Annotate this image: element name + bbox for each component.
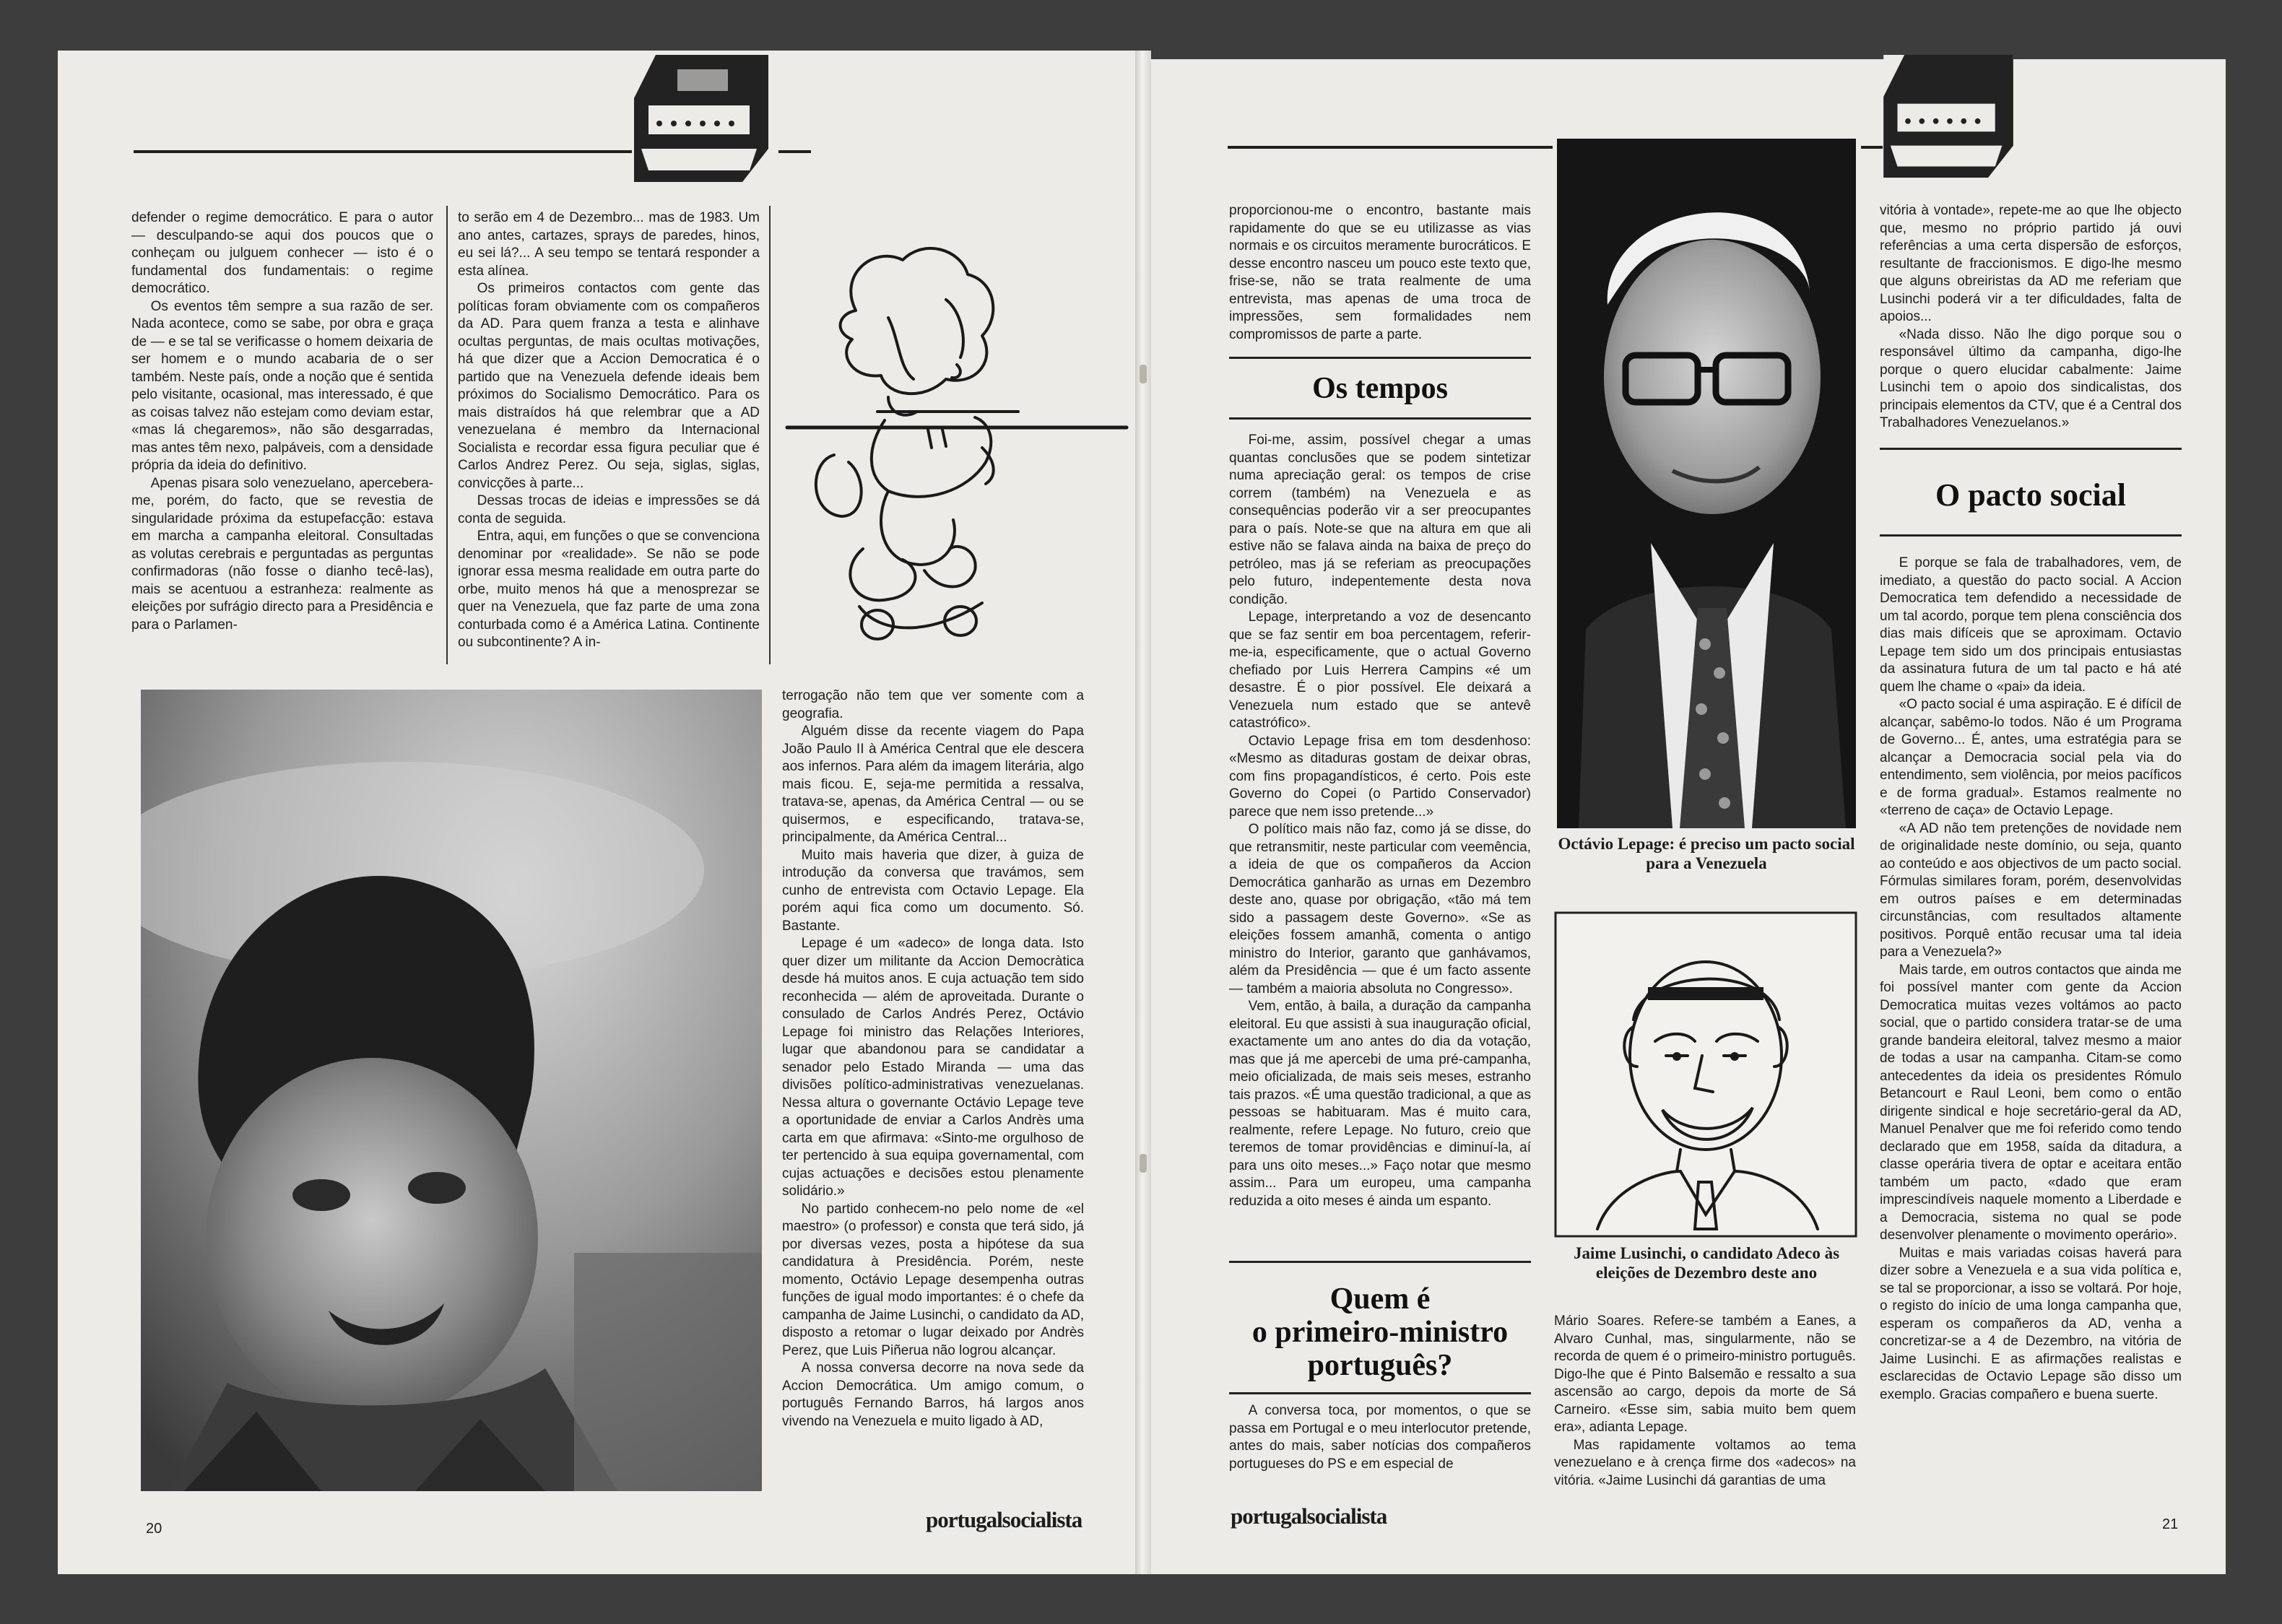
paragraph: defender o regime democrático. E para o autor — desculpando-se aqui dos poucos que o conheçam ou julguem conhecer — isto é o fundamental dos fundamentais: o regime democrático.: [131, 210, 433, 296]
column-separator: [769, 206, 771, 664]
top-rule: [1228, 146, 1553, 149]
paragraph: Mário Soares. Refere-se também a Eanes, a Alvaro Cunhal, mas, singularmente, não se recorda de quem é o primeiro-ministro português. Digo-lhe que é Pinto Balsemão e ressalto a sua ascensão ao cargo, depois da morte de Sá Carneiro. «Esse sim, sabia muito bem quem era», adianta Lepage.: [1554, 1313, 1856, 1435]
article-column-1: [1229, 202, 1531, 344]
paragraph: «Nada disso. Não lhe digo porque sou o responsável último da campanha, digo-lhe porque o quero elucidar cabalmente: Jaime Lusinchi tem o apoio dos sindicalistas, dos principais elementos da CTV, que é a Central dos Trabalhadores Venezuelanos.»: [1880, 326, 2182, 430]
section-heading: Os tempos: [1312, 372, 1448, 405]
spine: [1135, 51, 1151, 1574]
article-column-2b: [1554, 1313, 1856, 1490]
child-drawing-illustration: [780, 231, 1134, 657]
heading-line: Quem é: [1329, 1282, 1431, 1316]
paragraph: Muitas e mais variadas coisas haverá para dizer sobre a Venezuela e a sua vida política e, se tal se proporcionar, a isso se voltará. Por hoje, o registo do início de uma longa campanha que, esperam os compañeros da AD, venha a concretizar-se a 4 de Dezembro, na vitória de Jaime Lusinchi. E as afirmações realistas e esclarecidas de Octavio Lepage são disso um exemplo. Gracias compañero e buena suerte.: [1880, 1245, 2182, 1402]
paragraph: proporcionou-me o encontro, bastante mais rapidamente do que se eu utilizasse as vias normais e os circuitos meramente burocráticos. E desse encontro nasceu um pouco este texto que, frise-se, não se trata realmente de uma entrevista, mas apenas de uma troca de impressões, sem formalidades nem compromissos de parte a parte.: [1229, 203, 1531, 342]
page-number: 20: [146, 1521, 162, 1537]
paragraph: A nossa conversa decorre na nova sede da Accion Democrática. Um amigo comum, o português Fernando Barros, há largos anos vivendo na Venezuela e muito ligado à AD,: [782, 1360, 1084, 1429]
paragraph: Lepage é um «adeco» de longa data. Isto quer dizer um militante da Accion Democràtica desde há muitos anos. E cuja actuação tem sido reconhecida — além de aproveitada. Durante o consulado de Carlos Andrés Perez, Octávio Lepage foi ministro das Relações Interiores, lugar que abandonou para se candidatar a senador pelo Estado Miranda — uma das divisões político-administrativas venezuelanas. Nessa altura o governante Octávio Lepage teve a oportunidade de enviar a Carlos Andrès uma carta em que afirmava: «Sinto-me orgulhoso de ter pertencido à sua equipa governamental, com cujas actuações e decisões estou plenamente solidário.»: [782, 936, 1084, 1199]
photo-caption: Octávio Lepage: é preciso um pacto social para a Venezuela: [1558, 835, 1855, 872]
paragraph: «A AD não tem pretenções de novidade nem de originalidade neste domínio, ou seja, quanto ao conteúdo e aos objectivos de um pacto social. Fórmulas similares foram, porém, desenvolvidas em outros países e em determinadas circunstâncias, com resultados altamente positivos. Porquê então recusar uma tal ideia para a Venezuela?»: [1880, 820, 2182, 960]
paragraph: Alguém disse da recente viagem do Papa João Paulo II à América Central que ele descera aos infernos. Para além da imagem literária, algo mais ficou. E, seja-me permitida a ressalva, tratava-se, apenas, da América Central — ou se quisermos, e especificando, tratava-se, principalmente, da América Central...: [782, 724, 1084, 845]
paragraph: Os eventos têm sempre a sua razão de ser. Nada acontece, como se sabe, por obra e graça de — e se tal se verificasse o homem deixaria de ser homem e o mundo acabaria de o ser também. Neste país, onde a noção que é sentida pelo visitante, ocasional, mas interessado, é que as coisas talvez não estejam como deviam estar, «mas lá chegaremos», não são desgarradas, mas antes têm nexo, palpáveis, com a densidade própria da ideia do definitivo.: [131, 298, 433, 473]
caricature-drawing: [1554, 911, 1857, 1238]
column-separator: [446, 206, 448, 664]
heading-rule: [1880, 534, 2182, 537]
paragraph: Foi-me, assim, possível chegar a umas quantas conclusões que se podem sintetizar numa apreciação geral: os tempos de crise correm (também) na Venezuela e as consequências poderão vir a ser preocupantes para o país. Note-se que na altura em que ali estive não se falava ainda na baixa de preço do petróleo, mas já se referiam as preocupações pelo futuro, indepentemente desta nova condição.: [1229, 433, 1531, 607]
paragraph: «O pacto social é uma aspiração. E é difícil de alcançar, sabêmo-lo todos. Não é um Programa de Governo... É, antes, uma estratégia para se alcançar a Democracia social pela via do entendimento, sem violência, por meios pacíficos e de forma gradual». Estamos realmente no «terreno de caça» de Octavio Lepage.: [1880, 697, 2182, 818]
paragraph: to serão em 4 de Dezembro... mas de 1983. Um ano antes, cartazes, sprays de paredes, hinos, eu sei lá?... A seu tempo se tentará responder a esta alínea.: [458, 210, 760, 279]
staple: [1140, 365, 1147, 383]
paragraph: Vem, então, à baila, a duração da campanha eleitoral. Eu que assisti à sua inauguração oficial, exactamente um ano antes do dia da votação, mas que já me apercebi de uma pré-campanha, meio oficializada, de mais seis meses, estranho tais prazos. «É uma questão tradicional, a que as pessoas se habituaram. Mas é muito cara, realmente, refere Lepage. No futuro, creio que teremos de tomar providências e diminuí-la, aí para uns oito meses...» Faço notar que mesmo assim... Para um europeu, uma campanha reduzida a oito meses é ainda um espanto.: [1229, 999, 1531, 1209]
paragraph: Mais tarde, em outros contactos que ainda me foi possível manter com gente da Accion Democratica muitas vezes voltámos ao pacto social, que o partido considera tratar-se de uma grande bandeira eleitoral, talvez mesmo a maior de todas a usar na campanha. Citam-se como antecedentes da ideia os presidentes Rómulo Betancourt e Raul Leoni, bem como o então dirigente sindical e hoje secretário-geral da AD, Manuel Penalver que me foi referido como tendo declarado que em 1958, saída da ditadura, a classe operária tivera de optar e aceitara então também um pacto, «dado que eram imprescindíveis naquele momento a Liberdade e a Democracia, sistema no qual se pode desenvolver plenamente o movimento operário».: [1880, 962, 2182, 1243]
heading-rule: [1880, 448, 2182, 450]
article-column-1b: [1229, 432, 1531, 1210]
paragraph: Mas rapidamente voltamos ao tema venezuelano e à crença firme dos «adecos» na vitória. «Jaime Lusinchi dá garantias de uma: [1554, 1437, 1856, 1488]
heading-rule: [1229, 417, 1531, 420]
paragraph: vitória à vontade», repete-me ao que lhe objecto que, mesmo no próprio partido já ouvi referências a uma certa dispersão de esforços, resultante de fraccionismos. E digo-lhe mesmo que alguns obreiristas da AD me referiam que Lusinchi poderá vir a ter dificuldades, falta de apoios...: [1880, 203, 2182, 324]
paragraph: Lepage, interpretando a voz de desencanto que se faz sentir em boa percentagem, referir-me-ia, especificamente, que o actual Governo chefiado por Luis Herrera Campins «é um desastre. É o pior possível. Ele deixará a Venezuela num estado que se antevê catastrófico».: [1229, 609, 1531, 731]
magazine-brand: portugalsocialista: [926, 1507, 1083, 1532]
paragraph: Dessas trocas de ideias e impressões se dá conta de seguida.: [458, 493, 760, 526]
section-heading: O pacto social: [1935, 477, 2126, 513]
top-rule: [134, 150, 632, 153]
child-photo: [141, 690, 762, 1491]
top-rule: [1861, 146, 1883, 149]
paragraph: Octavio Lepage frisa em tom desdenhoso: «Mesmo as ditaduras gostam de deixar obras, com fins propagandísticos, é certo. Pois este Governo do Copei (o Partido Conservador) parece que nem isso pretende...»: [1229, 733, 1531, 820]
section-heading: [1229, 1282, 1531, 1382]
paragraph: Os primeiros contactos com gente das políticas foram obviamente com os compañeros da AD. Para quem franza a testa e alinhave ocultas perguntas, de mais ocultas motivações, há que dizer que a Accion Democratica é o partido que na Venezuela defende ideais bem próximos do Socialismo Democrático. Para os mais distraídos há que relembrar que a AD venezuelana é membro da Internacional Socialista e recordar essa figura peculiar que é Carlos Andrez Perez. Ou seja, siglas, siglas, convicções à parte...: [458, 281, 760, 491]
magazine-brand: portugalsocialista: [1231, 1503, 1387, 1529]
article-column-1: [131, 209, 433, 634]
staple: [1140, 1154, 1147, 1173]
paragraph: terrogação não tem que ver somente com a geografia.: [782, 688, 1084, 721]
heading-rule: [1229, 357, 1531, 359]
paragraph: Muito mais haveria que dizer, à guiza de introdução da conversa que travámos, sem cunho de entrevista com Octavio Lepage. Ela porém aqui fica como um documento. Só. Bastante.: [782, 847, 1084, 934]
article-column-3b: [1880, 555, 2182, 1404]
paragraph: Entra, aqui, em funções o que se convenciona denominar por «realidade». Se não se pode ignorar essa mesma realidade em outra parte do orbe, muito menos há que a menosprezar se quer na Venezuela, que faz parte de uma zona conturbada como é a América Latina. Continente ou subcontinente? A in-: [458, 529, 760, 650]
paragraph: O político mais não faz, como já se disse, do que retransmitir, neste particular com veemência, a ideia de que os compañeros da Accion Democrática ganharão as urnas em Dezembro deste ano, quase por obrigação, «tão má tem sido a passagem deste Governo». «Se as eleições fossem amanhã, comenta o antigo ministro do Interior, garanto que ganhávamos, além da Presidência — que é um facto assente — também a maioria absoluta no Congresso».: [1229, 822, 1531, 996]
paragraph: E porque se fala de trabalhadores, vem, de imediato, a questão do pacto social. A Accion Democratica tem defendido a necessidade de um tal acordo, porque tem plena consciência dos dias mais difíceis que se aproximam. Octavio Lepage tem sido um dos principais entusiastas da assinatura futura de um tal pacto e há até quem lhe chame o «pai» da ideia.: [1880, 555, 2182, 695]
heading-rule: [1229, 1261, 1531, 1263]
typewriter-icon: [1883, 55, 2013, 178]
paragraph: Apenas pisara solo venezuelano, apercebera-me, porém, do facto, que se revestia de singularidade próxima da estupefacção: estava em marcha a campanha eleitoral. Consultadas as volutas cerebrais e perguntadas as perguntas confirmadoras (não fosse o dianho tecê-las), mais se acentuou a estranheza: realmente as eleições por sufrágio directo para a Presidência e para o Parlamen-: [131, 475, 433, 633]
heading-line: português?: [1307, 1349, 1453, 1382]
drawing-caption: Jaime Lusinchi, o candidato Adeco às eleições de Dezembro deste ano: [1573, 1244, 1840, 1282]
page-number: 21: [2162, 1516, 2179, 1532]
paragraph: A conversa toca, por momentos, o que se passa em Portugal e o meu interlocutor pretende, antes do mais, saber notícias dos compañeros portugueses do PS e em especial de: [1229, 1403, 1531, 1472]
article-column-3: [782, 687, 1084, 1430]
article-column-2: [458, 209, 760, 652]
portrait-photo: [1557, 139, 1856, 828]
article-column-1c: [1229, 1402, 1531, 1473]
article-column-3: [1880, 202, 2182, 433]
paragraph: No partido conhecem-no pelo nome de «el maestro» (o professor) e consta que terá sido, já por diversas vezes, posta a hipótese da sua candidatura à Presidência. Porém, neste momento, Octávio Lepage desempenha outras funções de igual modo importantes: é o chefe da campanha de Jaime Lusinchi, o candidato da AD, disposto a retomar o lugar deixado por Andrès Perez, que Luis Piñerua não logrou alcançar.: [782, 1201, 1084, 1358]
top-rule: [778, 150, 811, 153]
heading-rule: [1229, 1392, 1531, 1394]
typewriter-icon: [634, 55, 768, 182]
heading-line: o primeiro-ministro: [1251, 1316, 1509, 1349]
